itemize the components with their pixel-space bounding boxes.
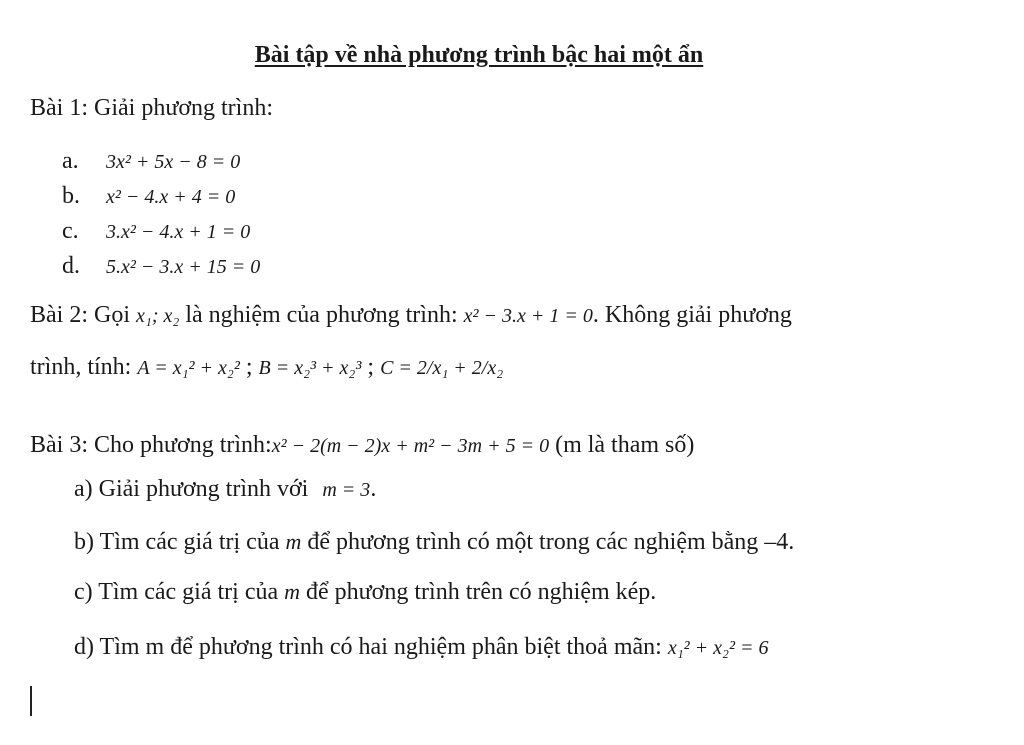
item-label: d.: [62, 253, 80, 279]
separator: ;: [245, 354, 253, 380]
exercise-2-suffix: . Không giải phương: [592, 302, 792, 328]
param-m: m: [285, 529, 302, 554]
exercise-3-part-b: [74, 527, 794, 557]
document-title: Bài tập về nhà phương trình bậc hai một ẩn: [254, 42, 704, 68]
exercise-2-line-1: [30, 300, 792, 331]
exercise-1-item-a: [62, 146, 240, 177]
exercise-2-line2-prefix: trình, tính:: [30, 354, 132, 380]
param-m: m: [284, 579, 301, 604]
part-a-math: m = 3: [322, 479, 371, 501]
expression-a: A = x₁² + x₂²: [137, 357, 240, 379]
exercise-1-item-c: [62, 216, 250, 247]
exercise-3-part-c: [74, 577, 656, 607]
exercise-3-part-d: [74, 632, 768, 663]
expression-b: B = x₂³ + x₂³: [258, 357, 362, 379]
expression-c: C = 2/x₁ + 2/x₂: [380, 357, 504, 379]
exercise-1-heading: Bài 1: Giải phương trình:: [30, 95, 274, 121]
part-d-math: x₁² + x₂² = 6: [667, 637, 769, 659]
item-label: c.: [62, 218, 79, 244]
roots: x₁; x₂: [136, 305, 180, 327]
equation: 3.x² − 4.x + 1 = 0: [106, 221, 251, 243]
text-cursor: [30, 686, 32, 716]
exercise-2-line-2: [30, 352, 503, 383]
exercise-2-mid: là nghiệm của phương trình:: [185, 302, 458, 328]
part-b-text-2: để phương trình có một trong các nghiệm bằng –4.: [307, 529, 795, 555]
part-a-text: a) Giải phương trình với: [74, 476, 309, 502]
equation: x² − 4.x + 4 = 0: [106, 186, 236, 208]
exercise-1-item-b: [62, 181, 235, 212]
part-d-text: d) Tìm m để phương trình có hai nghiệm phân biệt thoả mãn:: [74, 634, 662, 660]
exercise-3-part-a: [74, 474, 376, 505]
item-label: a.: [62, 148, 79, 174]
exercise-3-suffix: (m là tham số): [555, 432, 695, 458]
equation: 5.x² − 3.x + 15 = 0: [106, 256, 261, 278]
part-b-text-1: b) Tìm các giá trị của: [74, 529, 280, 555]
part-c-text-1: c) Tìm các giá trị của: [74, 579, 279, 605]
exercise-1-item-d: [62, 251, 260, 282]
exercise-2-prefix: Bài 2: Gọi: [30, 302, 130, 328]
separator: ;: [367, 354, 375, 380]
exercise-3-heading: [30, 430, 694, 461]
part-a-end: .: [370, 476, 377, 502]
exercise-3-prefix: Bài 3: Cho phương trình:: [30, 432, 272, 458]
item-label: b.: [62, 183, 80, 209]
equation: x² − 2(m − 2)x + m² − 3m + 5 = 0: [271, 435, 550, 457]
equation: x² − 3.x + 1 = 0: [463, 305, 593, 327]
equation: 3x² + 5x − 8 = 0: [106, 151, 241, 173]
part-c-text-2: để phương trình trên có nghiệm kép.: [306, 579, 657, 605]
